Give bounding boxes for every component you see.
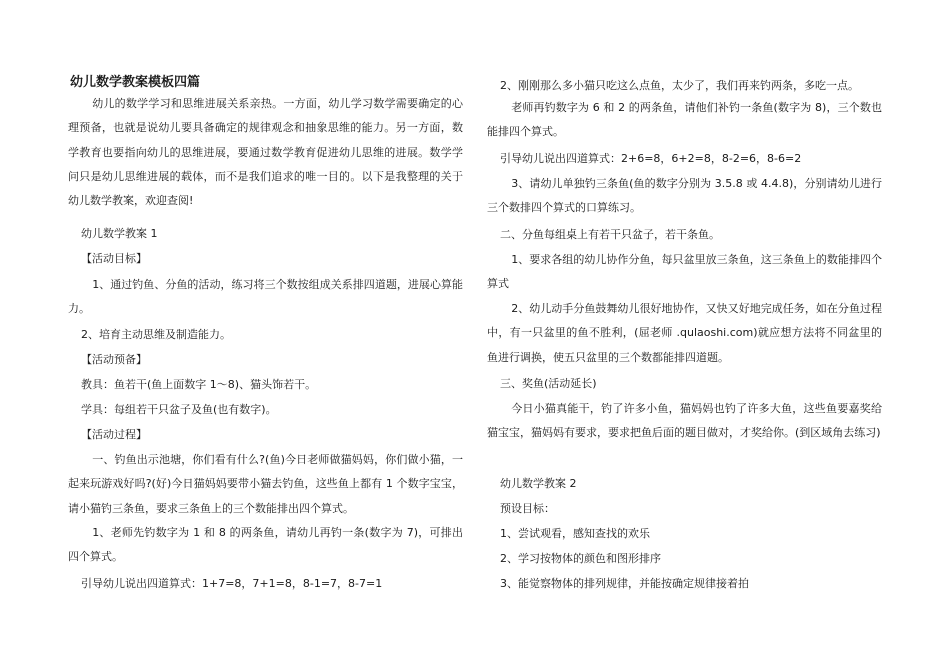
preset-goal-1: 1、尝试观看，感知查找的欢乐: [500, 527, 650, 540]
step-2-paragraph: 2、刚刚那么多小猫只吃这么点鱼，太少了，我们再来钓两条，多吃一点。: [500, 79, 859, 92]
section-2-heading: 二、分鱼每组桌上有若干只盆子，若干条鱼。: [500, 228, 720, 241]
equations-2: 引导幼儿说出四道算式：2+6=8，6+2=8，8-2=6，8-6=2: [500, 152, 802, 165]
goal-1: 1、通过钓鱼、分鱼的活动，练习将三个数按组成关系排四道题，进展心算能力。: [68, 278, 463, 316]
learning-aids: 学具：每组若干只盆子及鱼(也有数字)。: [81, 403, 277, 416]
lesson-1-heading: 幼儿数学教案 1: [81, 227, 158, 240]
fishing-paragraph: 一、钓鱼出示池塘，你们看有什么?(鱼)今日老师做猫妈妈，你们做小猫，一起来玩游戏好吗?(好)今日猫妈妈要带小猫去钓鱼，这些鱼上都有 1 个数字宝宝，请小猫钓三条鱼，要求三条鱼上的三个数能排出四个算式。: [68, 453, 463, 515]
goal-2: 2、培育主动思维及制造能力。: [81, 328, 231, 341]
activity-prep-heading: 【活动预备】: [81, 353, 147, 366]
activity-goals-heading: 【活动目标】: [81, 252, 147, 265]
teacher-fishing-paragraph: 老师再钓数字为 6 和 2 的两条鱼，请他们补钓一条鱼(数字为 8)，三个数也能排四个算式。: [487, 101, 882, 139]
reward-paragraph: 今日小猫真能干，钓了许多小鱼，猫妈妈也钓了许多大鱼，这些鱼要嘉奖给猫宝宝，猫妈妈有要求，要求把鱼后面的题目做对，才奖给你。(到区域角去练习): [487, 402, 882, 440]
activity-process-heading: 【活动过程】: [81, 428, 147, 441]
intro-paragraph: 幼儿的数学学习和思维进展关系亲热。一方面，幼儿学习数学需要确定的心理预备，也就是说幼儿要具备确定的规律观念和抽象思维的能力。另一方面，数学教育也要指向幼儿的思维进展，要通过数学教育促进幼儿思维的进展。数学学问只是幼儿思维进展的载体，而不是我们追求的唯一目的。以下是我整理的关于幼儿数学教案，欢迎查阅!: [68, 97, 463, 208]
share-step-1: 1、要求各组的幼儿协作分鱼，每只盆里放三条鱼，这三条鱼上的数能排四个算式: [487, 253, 882, 291]
equations-1: 引导幼儿说出四道算式：1+7=8，7+1=8，8-1=7，8-7=1: [81, 577, 383, 590]
step-3-paragraph: 3、请幼儿单独钓三条鱼(鱼的数字分别为 3.5.8 或 4.4.8)，分别请幼儿进行三个数排四个算式的口算练习。: [487, 177, 882, 215]
step-1-paragraph: 1、老师先钓数字为 1 和 8 的两条鱼，请幼儿再钓一条(数字为 7)，可排出四个算式。: [68, 526, 463, 564]
lesson-2-heading: 幼儿数学教案 2: [500, 477, 577, 490]
document-title: 幼儿数学教案模板四篇: [70, 75, 201, 90]
preset-goal-2: 2、学习按物体的颜色和图形排序: [500, 552, 661, 565]
share-step-2: 2、幼儿动手分鱼鼓舞幼儿很好地协作，又快又好地完成任务，如在分鱼过程中，有一只盆里的鱼不胜利，(屈老师 .qulaoshi.com)就应想方法将不同盆里的鱼进行调换，使五只盆里的三个数都能排四道题。: [487, 302, 882, 364]
preset-goals-heading: 预设目标：: [500, 502, 555, 515]
preset-goal-3: 3、能觉察物体的排列规律，并能按确定规律接着拍: [500, 577, 749, 590]
teaching-aids: 教具：鱼若干(鱼上面数字 1～8)、猫头饰若干。: [81, 378, 317, 391]
section-3-heading: 三、奖鱼(活动延长): [500, 377, 597, 390]
